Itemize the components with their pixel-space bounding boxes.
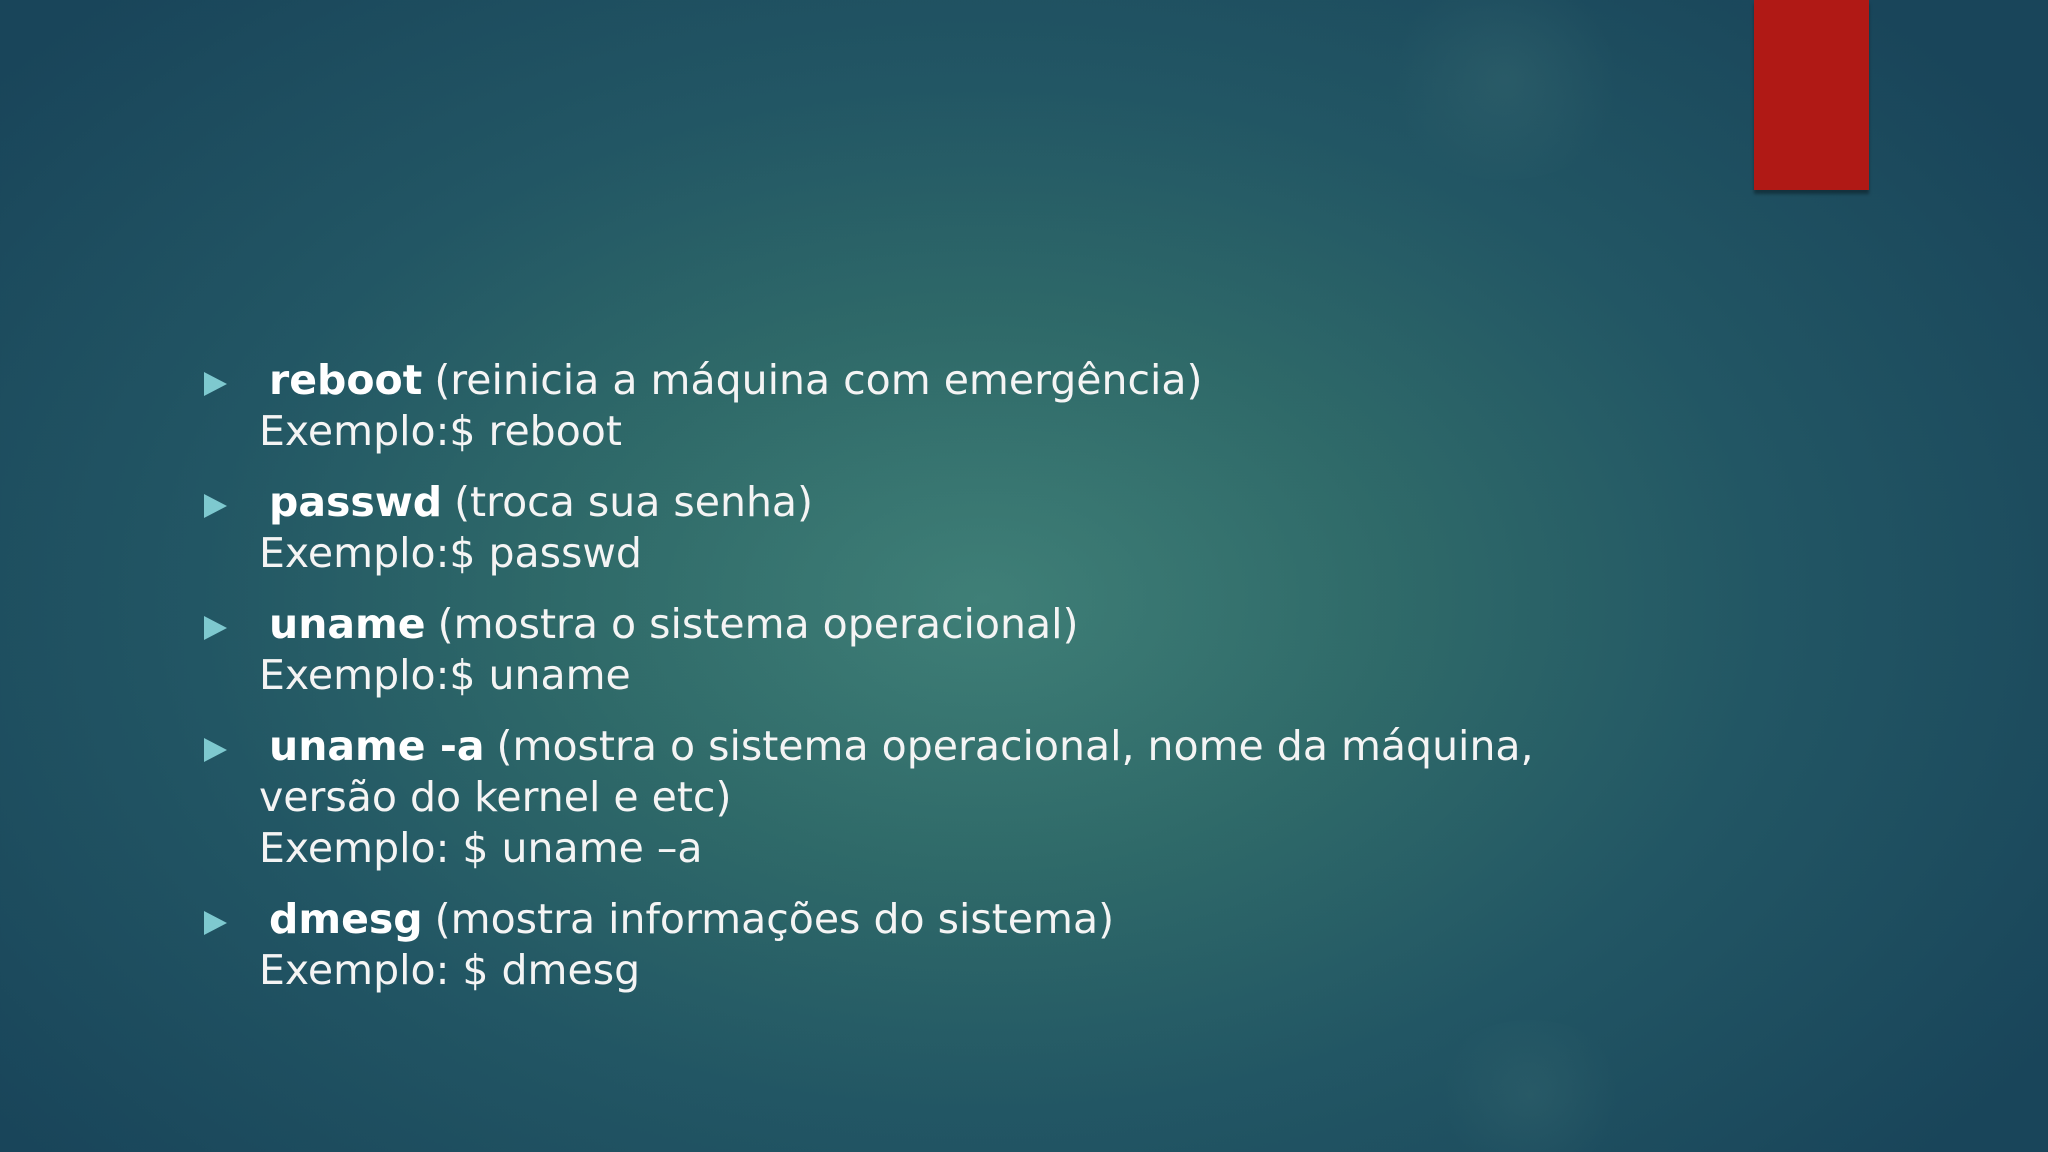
command-description-continued: versão do kernel e etc) — [259, 773, 732, 821]
command-name: uname -a — [269, 722, 485, 770]
bullet-list — [200, 355, 1620, 1016]
command-name: dmesg — [269, 895, 423, 943]
background-glow — [1430, 1020, 1630, 1152]
list-item-dmesg — [200, 894, 1620, 996]
command-line — [259, 355, 1620, 406]
command-line — [259, 894, 1620, 945]
command-line — [259, 721, 1620, 772]
accent-bar — [1754, 0, 1869, 190]
command-example: Exemplo: $ dmesg — [259, 946, 641, 994]
command-description: (mostra o sistema operacional, nome da máquina, — [496, 722, 1534, 770]
background-glow — [1380, 0, 1630, 180]
command-description: (mostra informações do sistema) — [434, 895, 1115, 943]
command-example: Exemplo:$ reboot — [259, 407, 622, 455]
command-name: passwd — [269, 478, 443, 526]
command-example: Exemplo:$ passwd — [259, 529, 642, 577]
triangle-bullet-icon — [204, 911, 227, 935]
command-line — [259, 599, 1620, 650]
command-example: Exemplo:$ uname — [259, 651, 631, 699]
command-description: (reinicia a máquina com emergência) — [434, 356, 1203, 404]
list-item-uname-a — [200, 721, 1620, 874]
command-name: reboot — [269, 356, 423, 404]
list-item-passwd — [200, 477, 1620, 579]
command-line — [259, 477, 1620, 528]
command-example: Exemplo: $ uname –a — [259, 824, 703, 872]
command-name: uname — [269, 600, 426, 648]
list-item-reboot — [200, 355, 1620, 457]
triangle-bullet-icon — [204, 494, 227, 518]
list-item-uname — [200, 599, 1620, 701]
command-description: (troca sua senha) — [454, 478, 814, 526]
triangle-bullet-icon — [204, 616, 227, 640]
triangle-bullet-icon — [204, 738, 227, 762]
command-description: (mostra o sistema operacional) — [437, 600, 1079, 648]
triangle-bullet-icon — [204, 372, 227, 396]
